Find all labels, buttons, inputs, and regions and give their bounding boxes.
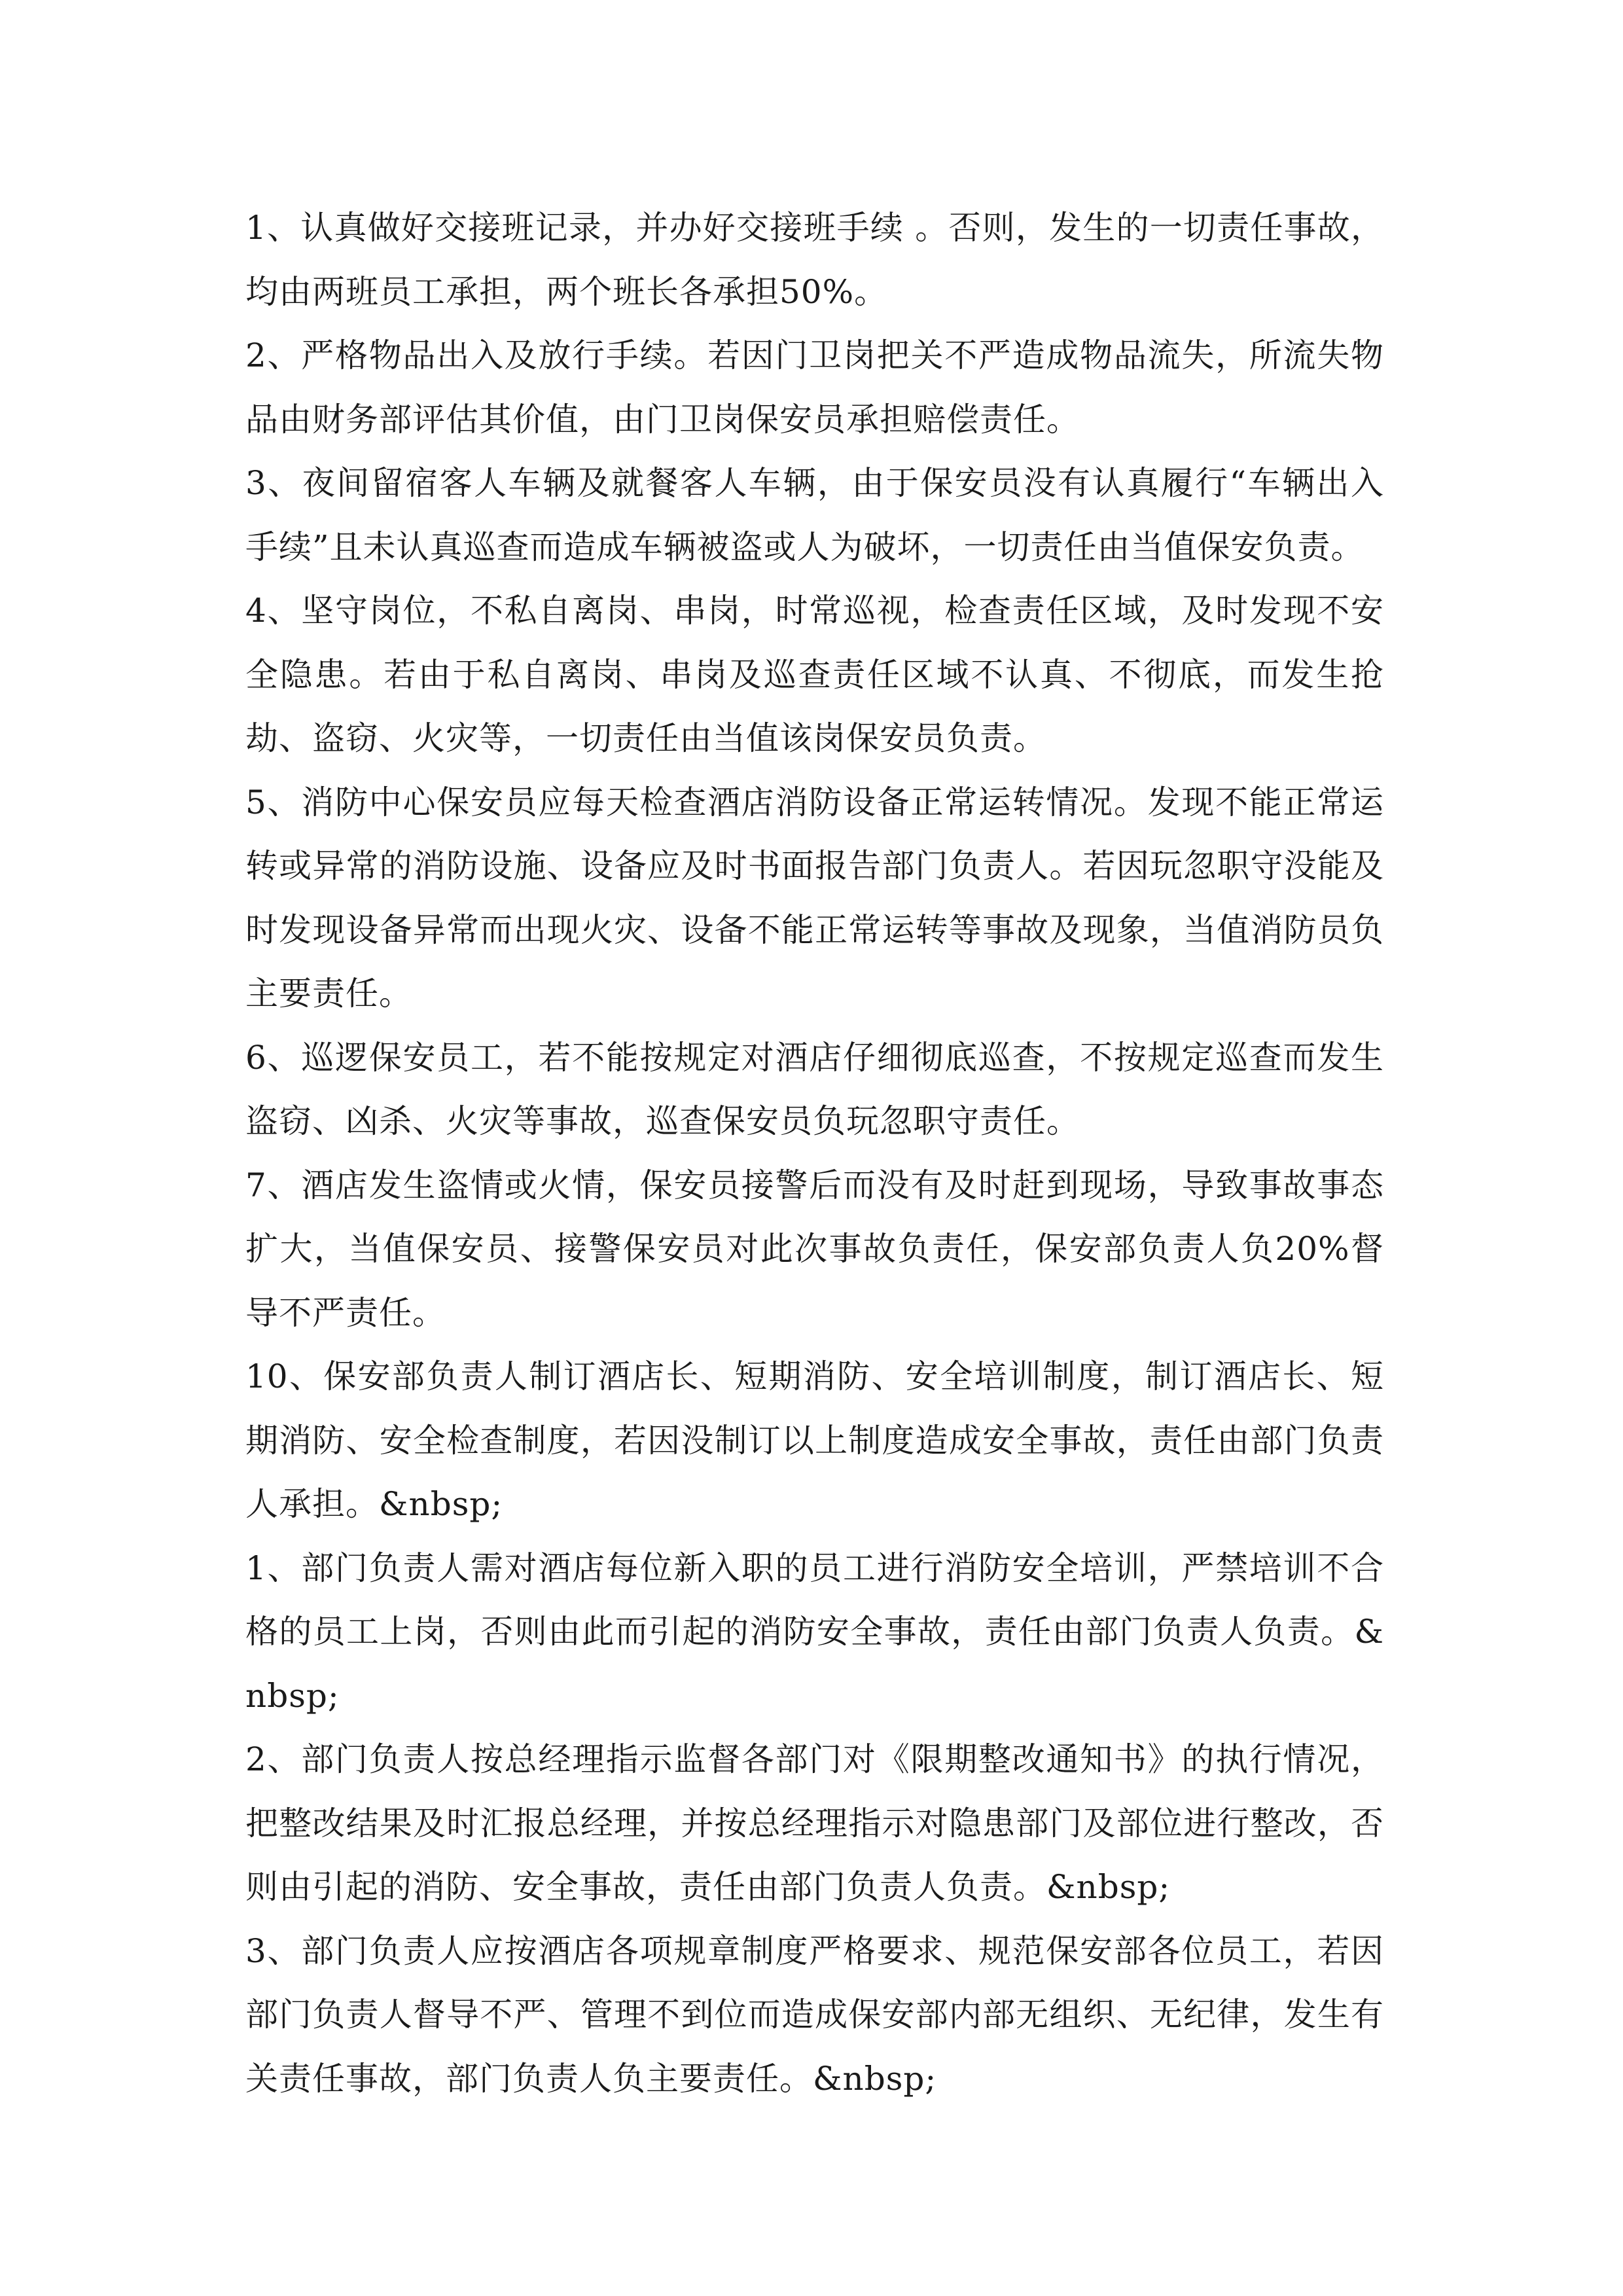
paragraph-dept-1: 1、部门负责人需对酒店每位新入职的员工进行消防安全培训，严禁培训不合格的员工上岗，否则由此而引起的消防安全事故，责任由部门负责人负责。&nbsp; xyxy=(245,1549,1384,1715)
paragraph-1: 1、认真做好交接班记录，并办好交接班手续 。否则，发生的一切责任事故，均由两班员工承担，两个班长各承担50%。 xyxy=(245,209,1384,311)
paragraph-5: 5、消防中心保安员应每天检查酒店消防设备正常运转情况。发现不能正常运转或异常的消防设施、设备应及时书面报告部门负责人。若因玩忽职守没能及时发现设备异常而出现火灾、设备不能正常运转等事故及现象，当值消防员负主要责任。 xyxy=(245,783,1384,1013)
paragraph-2: 2、严格物品出入及放行手续。若因门卫岗把关不严造成物品流失，所流失物品由财务部评估其价值，由门卫岗保安员承担赔偿责任。 xyxy=(245,336,1384,439)
paragraph-3: 3、夜间留宿客人车辆及就餐客人车辆，由于保安员没有认真履行“车辆出入手续”且未认真巡查而造成车辆被盗或人为破坏，一切责任由当值保安负责。 xyxy=(245,464,1384,566)
document-body xyxy=(245,196,1384,2111)
paragraph-10: 10、保安部负责人制订酒店长、短期消防、安全培训制度，制订酒店长、短期消防、安全检查制度，若因没制订以上制度造成安全事故，责任由部门负责人承担。&nbsp; xyxy=(245,1357,1384,1523)
paragraph-6: 6、巡逻保安员工，若不能按规定对酒店仔细彻底巡查，不按规定巡查而发生盗窃、凶杀、火灾等事故，巡查保安员负玩忽职守责任。 xyxy=(245,1038,1384,1140)
paragraph-7: 7、酒店发生盗情或火情，保安员接警后而没有及时赶到现场，导致事故事态扩大，当值保安员、接警保安员对此次事故负责任，保安部负责人负20%督导不严责任。 xyxy=(245,1166,1384,1332)
paragraph-4: 4、坚守岗位，不私自离岗、串岗，时常巡视，检查责任区域，及时发现不安全隐患。若由于私自离岗、串岗及巡查责任区域不认真、不彻底，而发生抢劫、盗窃、火灾等，一切责任由当值该岗保安员负责。 xyxy=(245,592,1384,757)
paragraph-dept-2: 2、部门负责人按总经理指示监督各部门对《限期整改通知书》的执行情况，把整改结果及时汇报总经理，并按总经理指示对隐患部门及部位进行整改，否则由引起的消防、安全事故，责任由部门负责人负责。&nbsp; xyxy=(245,1740,1384,1906)
paragraph-dept-3: 3、部门负责人应按酒店各项规章制度严格要求、规范保安部各位员工，若因部门负责人督导不严、管理不到位而造成保安部内部无组织、无纪律，发生有关责任事故，部门负责人负主要责任。&nbsp; xyxy=(245,1931,1384,2098)
